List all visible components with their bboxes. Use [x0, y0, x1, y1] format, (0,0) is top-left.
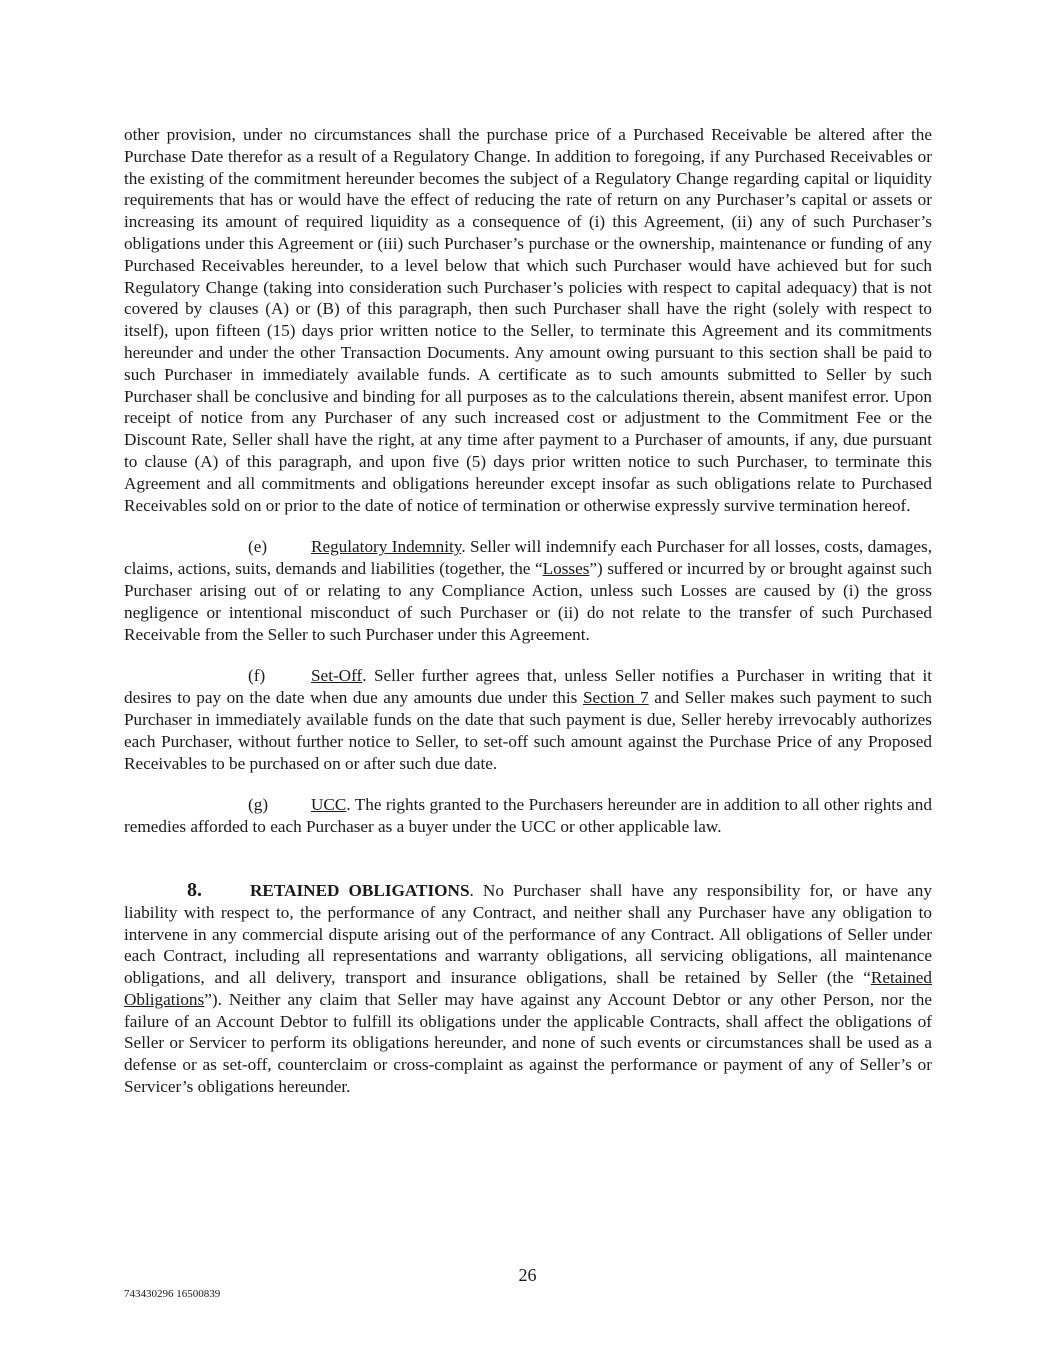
clause-f-paragraph	[124, 665, 932, 774]
clause-g-paragraph	[124, 794, 932, 838]
intro-paragraph-text: other provision, under no circumstances shall the purchase price of a Purchased Receivable be altered after the Purchase Date therefor as a result of a Regulatory Change. In addition to foregoing, if any Purchased Receivables or the existing of the commitment hereunder becomes the subject of a Regulatory Change regarding capital or liquidity requirements that has or would have the effect of reducing the rate of return on any Purchaser’s capital or assets or increasing its amount of required liquidity as a consequence of (i) this Agreement, (ii) any of such Purchaser’s obligations under this Agreement or (iii) such Purchaser’s purchase or the ownership, maintenance or funding of any Purchased Receivables hereunder, to a level below that which such Purchaser would have achieved but for such Regulatory Change (taking into consideration such Purchaser’s policies with respect to capital adequacy) that is not covered by clauses (A) or (B) of this paragraph, then such Purchaser shall have the right (solely with respect to itself), upon fifteen (15) days prior written notice to the Seller, to terminate this Agreement and its commitments hereunder and under the other Transaction Documents. Any amount owing pursuant to this section shall be paid to such Purchaser in immediately available funds. A certificate as to such amounts submitted to Seller by such Purchaser shall be conclusive and binding for all purposes as to the calculations therein, absent manifest error. Upon receipt of notice from any Purchaser of any such increased cost or adjustment to the Commitment Fee or the Discount Rate, Seller shall have the right, at any time after payment to a Purchaser of amounts, if any, due pursuant to clause (A) of this paragraph, and upon five (5) days prior written notice to such Purchaser, to terminate this Agreement and all commitments and obligations hereunder except insofar as such obligations relate to Purchased Receivables sold on or prior to the date of notice of termination or otherwise expressly survive termination hereof.	[124, 125, 932, 515]
section-8-defined-term: Retained Obligations	[124, 968, 932, 1009]
clause-e-text-1: . Seller will indemnify each Purchaser for all losses, costs, damages, claims, actions, suits, demands and liabilities (together, the “	[124, 537, 933, 579]
clause-f-text-1: . Seller further agrees that, unless Seller notifies a Purchaser in writing that it desires to pay on the date when due any amounts due under this	[124, 666, 932, 708]
page-number: 26	[518, 1265, 537, 1285]
intro-paragraph	[124, 124, 932, 516]
clause-e-text-2: ”) suffered or incurred by or brought against such Purchaser arising out of or relating to any Compliance Action, unless such Losses are caused by (i) the gross negligence or intentional misconduct of such Purchaser or (ii) do not relate to the transfer of such Purchased Receivable from the Seller to such Purchaser under this Agreement.	[124, 559, 932, 644]
section-8-number: 8.	[187, 878, 202, 901]
clause-f-section-reference: Section 7	[582, 688, 649, 708]
clause-e-heading: Regulatory Indemnity	[311, 537, 462, 557]
section-8-paragraph	[124, 880, 932, 1098]
section-8-title: RETAINED OBLIGATIONS	[250, 880, 470, 900]
clause-f-label: (f)	[248, 666, 266, 686]
clause-g-label: (g)	[248, 795, 269, 815]
document-page	[124, 124, 932, 1098]
section-8-text-2: ”). Neither any claim that Seller may have against any Account Debtor or any other Person, nor the failure of an Account Debtor to fulfill its obligations under the applicable Contracts, shall affect the obligations of Seller or Servicer to perform its obligations hereunder, and none of such events or circumstances shall be used as a defense or as set-off, counterclaim or cross-complaint as against the performance or payment of any of Seller’s or Servicer’s obligations hereunder.	[124, 989, 932, 1097]
clause-f-heading: Set-Off	[311, 666, 363, 686]
clause-g-text-1: . The rights granted to the Purchasers hereunder are in addition to all other rights and remedies afforded to each Purchaser as a buyer under the UCC or other applicable law.	[124, 795, 932, 837]
clause-e-label: (e)	[248, 537, 268, 557]
clause-e-paragraph	[124, 536, 932, 645]
document-id: 743430296 16500839	[124, 1288, 221, 1300]
clause-g-heading: UCC	[311, 795, 347, 815]
section-8-text-1: . No Purchaser shall have any responsibility for, or have any liability with respect to, the performance of any Contract, and neither shall any Purchaser have any obligation to intervene in any commercial dispute arising out of the performance of any Contract. All obligations of Seller under each Contract, including all representations and warranty obligations, all servicing obligations, all maintenance obligations, and all delivery, transport and insurance obligations, shall be retained by Seller (the “	[124, 880, 932, 988]
clause-e-defined-term: Losses	[542, 559, 590, 579]
clause-f-text-2: and Seller makes such payment to such Purchaser in immediately available funds on the date that such payment is due, Seller hereby irrevocably authorizes each Purchaser, without further notice to Seller, to set-off such amount against the Purchase Price of any Proposed Receivables to be purchased on or after such due date.	[124, 688, 932, 773]
